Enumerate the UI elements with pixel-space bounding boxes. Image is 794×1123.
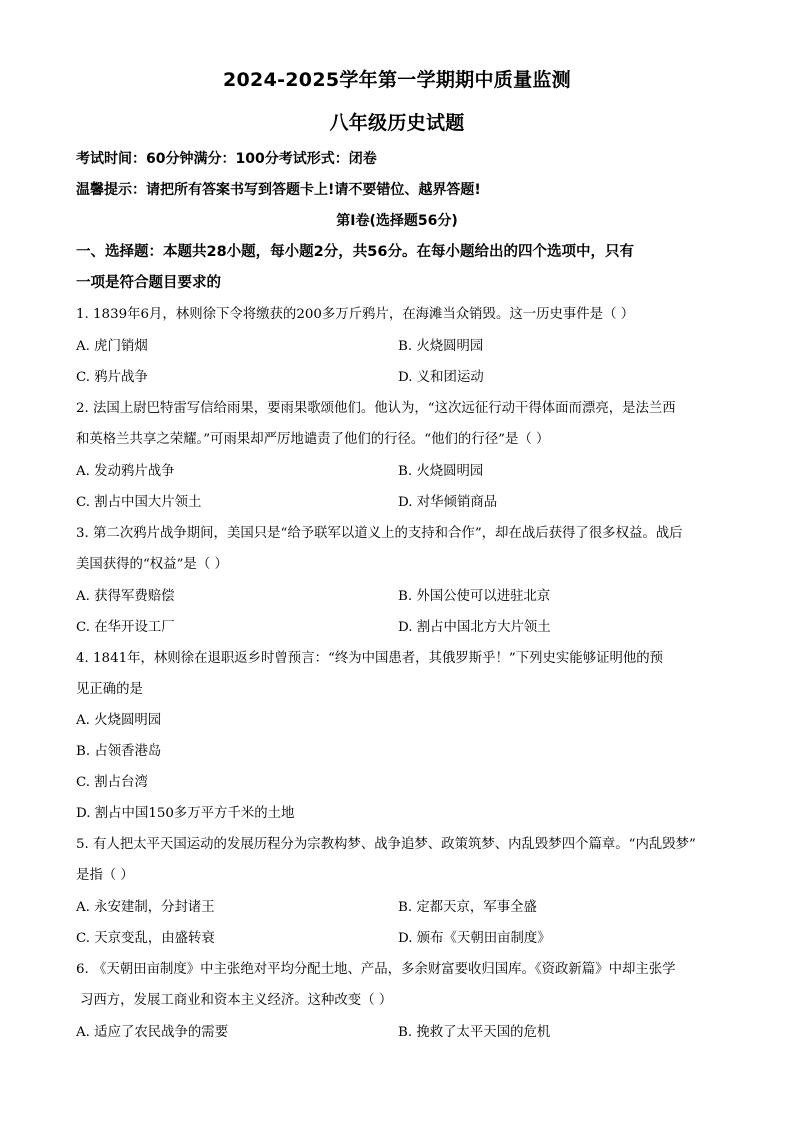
- question-2-option-d: D. 对华倾销商品: [398, 495, 498, 510]
- question-3-option-a: A. 获得军费赔偿: [76, 589, 175, 604]
- question-2-stem-line-2: 和英格兰共享之荣耀。”可雨果却严厉地谴责了他们的行径。“他们的行径”是（ ）: [76, 432, 550, 447]
- question-5-stem-line-2: 是指（ ）: [76, 868, 134, 883]
- question-3-stem-line-2: 美国获得的“权益”是（ ）: [76, 557, 228, 572]
- part-title: 第Ⅰ卷(选择题56分): [336, 213, 458, 229]
- section-heading-line-2: 一项是符合题目要求的: [76, 275, 221, 291]
- question-5-option-b: B. 定都天京，军事全盛: [398, 900, 537, 915]
- question-2-option-c: C. 割占中国大片领土: [76, 495, 202, 510]
- question-6-stem-line-2: 习西方，发展工商业和资本主义经济。这种改变（ ）: [80, 993, 393, 1008]
- question-5-option-a: A. 永安建制，分封诸王: [76, 900, 215, 915]
- question-6-stem-line-1: 6. 《天朝田亩制度》中主张绝对平均分配土地、产品，多余财富要收归国库。《资政新篇》中却主张学: [76, 962, 676, 977]
- question-4-option-c: C. 割占台湾: [76, 775, 148, 790]
- section-heading-line-1: 一、选择题：本题共28小题，每小题2分，共56分。在每小题给出的四个选项中，只有: [76, 244, 634, 260]
- question-5-option-d: D. 颁布《天朝田亩制度》: [398, 931, 551, 946]
- question-1-stem: 1. 1839年6月，林则徐下令将缴获的200多万斤鸦片，在海滩当众销毁。这一历史事件是（ ）: [76, 307, 635, 322]
- question-6-option-b: B. 挽救了太平天国的危机: [398, 1025, 551, 1040]
- exam-title: 2024-2025学年第一学期期中质量监测: [223, 69, 571, 91]
- question-2-option-a: A. 发动鸦片战争: [76, 464, 175, 479]
- question-3-option-d: D. 割占中国北方大片领土: [398, 620, 551, 635]
- question-4-stem-line-1: 4. 1841年，林则徐在退职返乡时曾预言：“终为中国患者，其俄罗斯乎！”下列史实能够证明他的预: [76, 651, 664, 666]
- question-4-option-a: A. 火烧圆明园: [76, 713, 162, 728]
- question-1-option-b: B. 火烧圆明园: [398, 339, 484, 354]
- question-3-option-c: C. 在华开设工厂: [76, 620, 175, 635]
- question-5-option-c: C. 天京变乱，由盛转衰: [76, 931, 215, 946]
- question-3-stem-line-1: 3. 第二次鸦片战争期间，美国只是“给予联军以道义上的支持和合作”，却在战后获得了很多权益。战后: [76, 526, 683, 541]
- question-5-stem-line-1: 5. 有人把太平天国运动的发展历程分为宗教构梦、战争追梦、政策筑梦、内乱毁梦四个篇章。“内乱毁梦”: [76, 837, 696, 852]
- exam-subtitle: 八年级历史试题: [329, 112, 465, 134]
- question-1-option-c: C. 鸦片战争: [76, 370, 148, 385]
- question-4-option-d: D. 割占中国150多万平方千米的土地: [76, 806, 295, 821]
- question-2-option-b: B. 火烧圆明园: [398, 464, 484, 479]
- question-1-option-d: D. 义和团运动: [398, 370, 484, 385]
- exam-info-line: 考试时间：60分钟满分：100分考试形式：闭卷: [76, 151, 377, 167]
- question-3-option-b: B. 外国公使可以进驻北京: [398, 589, 551, 604]
- question-4-option-b: B. 占领香港岛: [76, 744, 162, 759]
- exam-tip-line: 温馨提示：请把所有答案书写到答题卡上!请不要错位、越界答题!: [76, 182, 481, 198]
- question-6-option-a: A. 适应了农民战争的需要: [76, 1025, 229, 1040]
- question-1-option-a: A. 虎门销烟: [76, 339, 148, 354]
- question-2-stem-line-1: 2. 法国上尉巴特雷写信给雨果，要雨果歌颂他们。他认为，“这次远征行动干得体面而漂亮，是法兰西: [76, 401, 676, 416]
- question-4-stem-line-2: 见正确的是: [76, 682, 143, 697]
